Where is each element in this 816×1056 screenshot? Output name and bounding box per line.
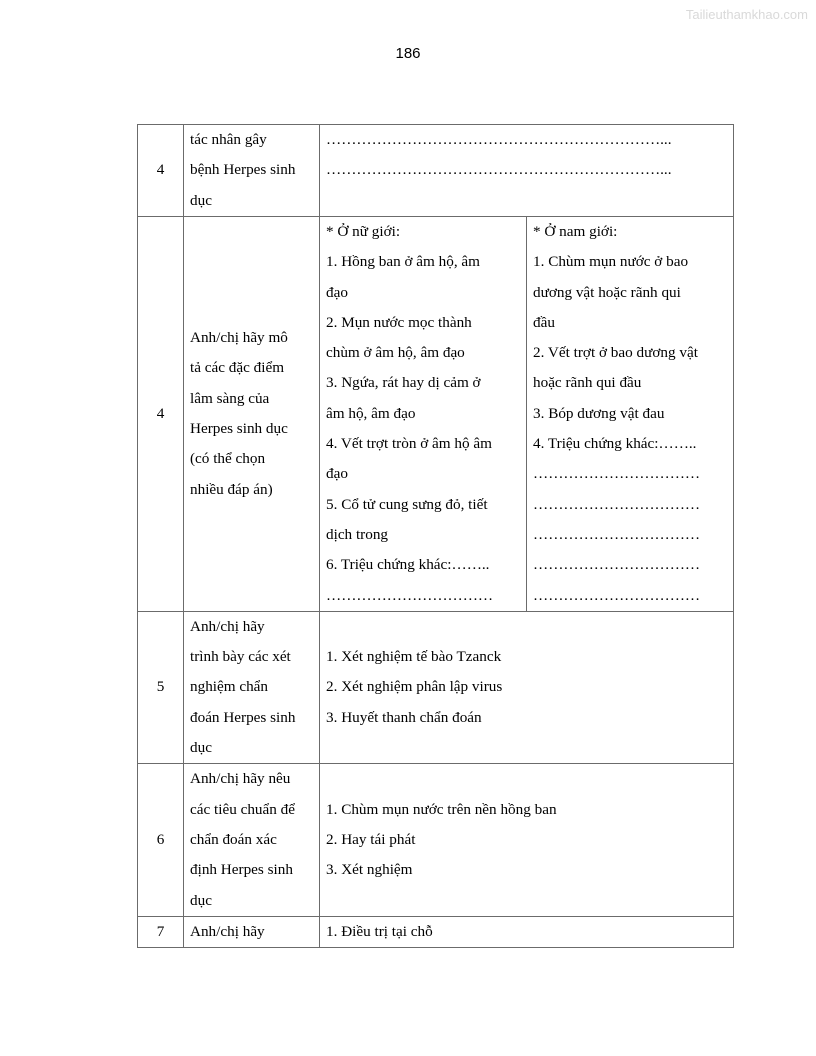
male-symptoms-cell — [527, 217, 734, 612]
option-line[interactable]: 3. Huyết thanh chẩn đoán — [326, 708, 482, 726]
question-cell — [184, 764, 320, 916]
option-line[interactable]: 3. Xét nghiệm — [326, 861, 413, 879]
question-cell — [184, 125, 320, 217]
question-line: dục — [190, 739, 212, 757]
row-number: 4 — [138, 217, 184, 612]
row-number: 5 — [138, 611, 184, 763]
option-line[interactable]: 2. Xét nghiệm phân lập virus — [326, 678, 503, 696]
question-line: dục — [190, 191, 212, 209]
watermark: Tailieuthamkhao.com — [685, 7, 808, 22]
table-row — [138, 916, 734, 947]
option-line[interactable]: 1. Điều trị tại chỗ — [326, 922, 433, 940]
option-line: chùm ở âm hộ, âm đạo — [326, 344, 465, 362]
table-row — [138, 217, 734, 612]
question-cell — [184, 611, 320, 763]
question-line: Herpes sinh dục — [190, 419, 288, 437]
question-line: chẩn đoán xác — [190, 830, 277, 848]
answer-blank-line[interactable]: …………………………… — [533, 586, 701, 604]
table-row — [138, 611, 734, 763]
question-line: các tiêu chuẩn để — [190, 800, 295, 818]
row-number: 6 — [138, 764, 184, 916]
answer-cell — [320, 611, 734, 763]
option-line: đạo — [326, 465, 348, 483]
option-line: dịch trong — [326, 525, 389, 543]
answer-blank-line[interactable]: …………………………………………………………... — [326, 161, 672, 179]
option-line[interactable]: 2. Hay tái phát — [326, 830, 416, 848]
answer-blank-line[interactable]: …………………………………………………………... — [326, 131, 672, 148]
question-line: Anh/chị hãy — [190, 922, 265, 940]
option-line: âm hộ, âm đạo — [326, 404, 416, 422]
question-line: Anh/chị hãy mô — [190, 329, 288, 347]
question-table — [137, 124, 734, 948]
female-heading: * Ở nữ giới: — [326, 223, 401, 240]
table-row — [138, 764, 734, 916]
page-number: 186 — [395, 45, 421, 62]
question-line: định Herpes sinh — [190, 861, 293, 879]
option-line[interactable]: 3. Bóp dương vật đau — [533, 404, 665, 422]
question-line: Anh/chị hãy nêu — [190, 770, 291, 788]
male-heading: * Ở nam giới: — [533, 223, 618, 240]
option-line: đạo — [326, 283, 348, 301]
option-line[interactable]: 1. Xét nghiệm tế bào Tzanck — [326, 648, 502, 666]
answer-blank-line[interactable]: …………………………… — [533, 556, 701, 574]
option-line[interactable]: 5. Cổ tử cung sưng đỏ, tiết — [326, 495, 488, 513]
question-line: Anh/chị hãy — [190, 617, 265, 635]
option-line[interactable]: 2. Vết trợt ở bao dương vật — [533, 344, 698, 362]
option-line[interactable]: 4. Vết trợt tròn ở âm hộ âm — [326, 435, 492, 453]
question-cell — [184, 217, 320, 612]
answer-cell — [320, 916, 734, 947]
option-line[interactable]: 1. Chùm mụn nước trên nền hồng ban — [326, 800, 557, 818]
option-line[interactable]: 3. Ngứa, rát hay dị cảm ở — [326, 374, 481, 392]
question-line: (có thể chọn — [190, 450, 266, 468]
other-symptom-line[interactable]: 6. Triệu chứng khác:…….. — [326, 556, 490, 574]
table-row — [138, 125, 734, 217]
answer-cell[interactable] — [320, 125, 734, 217]
row-number: 4 — [138, 125, 184, 217]
answer-blank-line[interactable]: …………………………… — [533, 465, 701, 483]
option-line: dương vật hoặc rãnh qui — [533, 283, 681, 301]
other-symptom-line[interactable]: 4. Triệu chứng khác:…….. — [533, 435, 697, 453]
question-line: bệnh Herpes sinh — [190, 161, 296, 179]
female-symptoms-cell — [320, 217, 527, 612]
question-line: trình bày các xét — [190, 648, 291, 666]
option-line: hoặc rãnh qui đầu — [533, 374, 642, 392]
row-number: 7 — [138, 916, 184, 947]
question-line: lâm sàng của — [190, 389, 270, 407]
option-line[interactable]: 2. Mụn nước mọc thành — [326, 313, 472, 331]
answer-blank-line[interactable]: …………………………… — [533, 525, 701, 543]
answer-blank-line[interactable]: …………………………… — [533, 495, 701, 513]
question-line: tả các đặc điểm — [190, 359, 285, 377]
question-cell — [184, 916, 320, 947]
answer-blank-line[interactable]: …………………………… — [326, 586, 494, 604]
question-line: đoán Herpes sinh — [190, 708, 296, 726]
answer-cell — [320, 764, 734, 916]
question-line: nhiều đáp án) — [190, 480, 273, 498]
question-line: nghiệm chẩn — [190, 678, 269, 696]
option-line: đầu — [533, 313, 555, 331]
question-line: dục — [190, 891, 212, 909]
option-line[interactable]: 1. Chùm mụn nước ở bao — [533, 253, 689, 271]
option-line[interactable]: 1. Hồng ban ở âm hộ, âm — [326, 253, 480, 271]
question-line: tác nhân gây — [190, 131, 267, 148]
